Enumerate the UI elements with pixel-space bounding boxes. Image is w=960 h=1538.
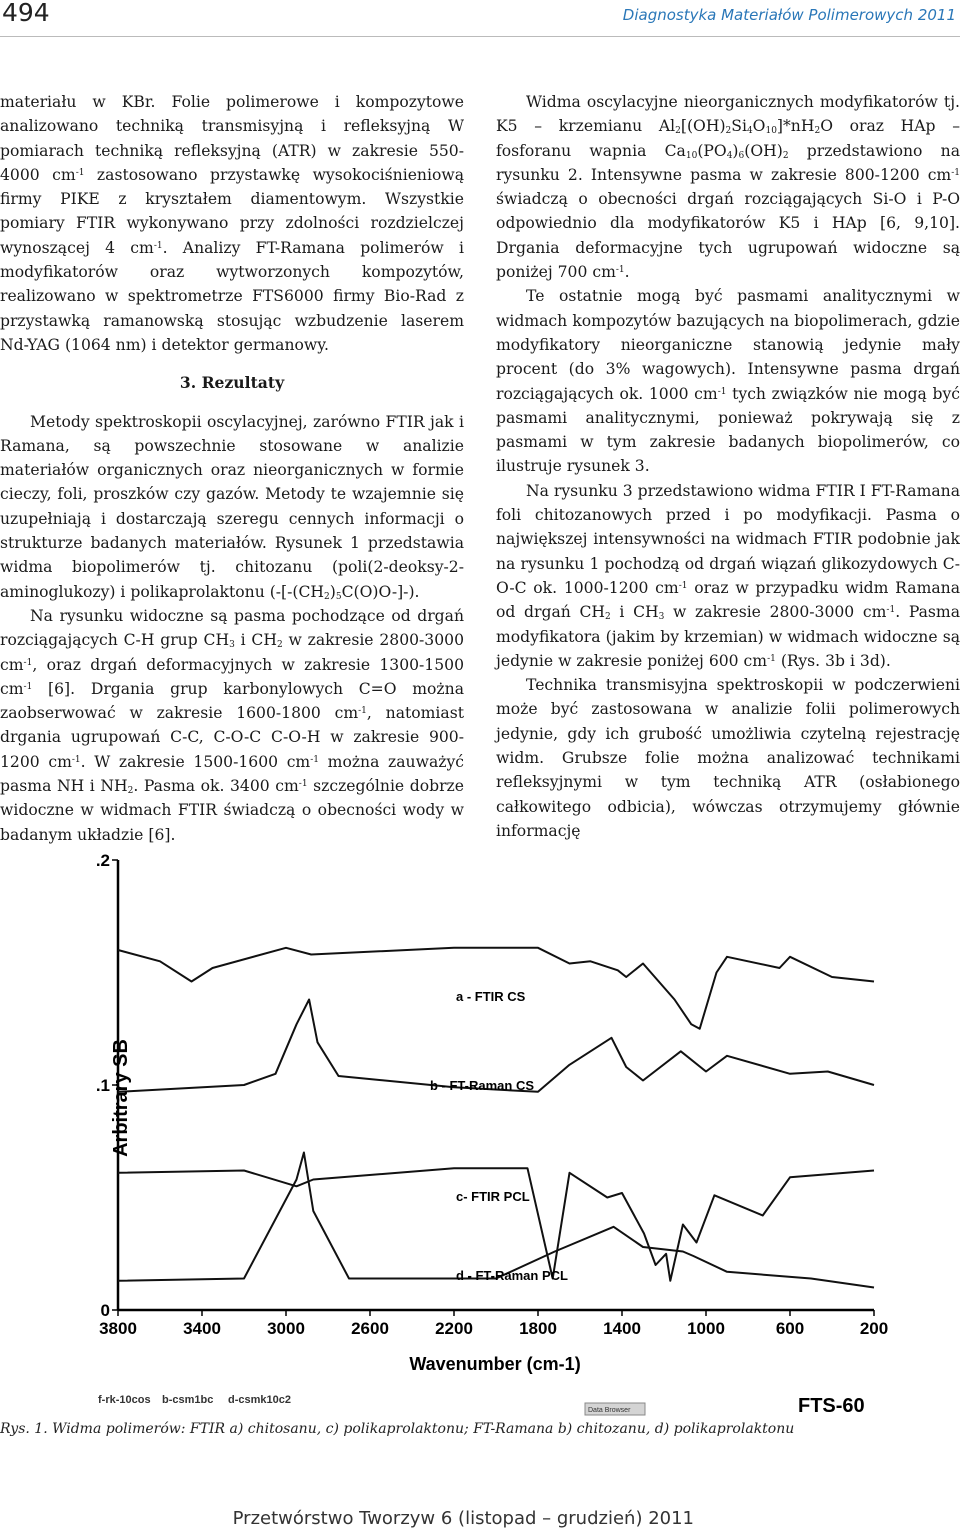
series-label: c- FTIR PCL: [456, 1189, 530, 1204]
file-label: f-rk-10cos: [98, 1394, 151, 1406]
paragraph: Widma oscylacyjne nieorganicznych modyfikatorów tj. K5 – krzemianu $Al_2[(OH)_2Si_4O_{10}]*nH_2O$ oraz HAp – fosforanu wapnia $Ca_{10}(PO_4)_6(OH)_2$ przedstawiono na rysunku 2. Intensywne pasma w zakresie 800-1200 $cm^{-1}$ świadczą o obecności drgań rozciągających Si-O i P-O odpowiednio dla modyfikatorów K5 i HAp [6, 9,10]. Drgania deformacyjne tych ugrupowań widoczne są poniżej 700 $cm^{-1}$.: [496, 93, 960, 282]
x-tick-label: 600: [775, 1319, 805, 1338]
x-tick-label: 1800: [519, 1319, 557, 1338]
x-tick-label: 1400: [603, 1319, 641, 1338]
section-heading: 3. Rezultaty: [179, 373, 285, 393]
journal-footer: Przetwórstwo Tworzyw 6 (listopad – grudzień) 2011: [232, 1508, 694, 1529]
paragraph: Metody spektroskopii oscylacyjnej, zarówno FTIR jak i Ramana, są powszechnie stosowane w analizie materiałów organicznych oraz nieorganicznych w formie cieczy, foli, proszków czy gazów. Metody te wzajemnie się uzupełniają i dostarczają szeregu cennych informacji o strukturze badanych materiałów. Rysunek 1 przedstawia widma biopolimerów tj. chitozanu (poli(2-deoksy-2-aminoglukozy) i polikaprolaktonu $(-[-(CH_2)_5C(O)O-]-)$.: [0, 412, 464, 602]
file-label: d-csmk10c2: [228, 1394, 291, 1406]
journal-title: Diagnostyka Materiałów Polimerowych 2011: [622, 6, 956, 24]
spectra-figure: [0, 830, 960, 1430]
x-tick-label: 3400: [183, 1319, 221, 1338]
spectra-chart: [0, 830, 960, 1430]
instrument-label: FTS-60: [798, 1395, 865, 1417]
paragraph: Te ostatnie mogą być pasmami analitycznymi w widmach kompozytów bazujących na biopolimerach, gdzie modyfikatory nieorganiczne stanowią jedynie mały procent (do 3% wagowych). Intensywne pasma drgań rozciągających ok. 1000 $cm^{-1}$ tych związków nie mogą być pasmami analitycznymi, ponieważ pokrywają się z pasmami w tym zakresie badanych biopolimerów, co ilustruje rysunek 3.: [496, 287, 960, 476]
x-tick-label: 3000: [267, 1319, 305, 1338]
file-label: b-csm1bc: [162, 1394, 214, 1406]
paragraph: Technika transmisyjna spektroskopii w podczerwieni może być zastosowana w analizie folii polimerowych jedynie, gdy ich grubość umożliwia czytelną rejestrację widm. Grubsze folie można analizować technikami refleksyjnymi w tym techniką ATR (osłabionego całkowitego odbicia), wówczas otrzymujemy głównie informację: [496, 676, 960, 840]
series-label: a - FTIR CS: [456, 989, 526, 1004]
y-tick-label: 0: [100, 1301, 110, 1320]
x-tick-label: 2600: [351, 1319, 389, 1338]
x-tick-label: 1000: [687, 1319, 725, 1338]
paragraph: materiału w KBr. Folie polimerowe i kompozytowe analizowano techniką transmisyjną i refleksyjną W pomiarach techniką refleksyjną (ATR) w zakresie 550-4000 $cm^{-1}$ zastosowano przystawkę wysokociśnieniową firmy PIKE z kryształem diamentowym. Wszystkie pomiary FTIR wykonywano przy zdolności rozdzielczej wynoszącej 4 $cm^{-1}$. Analizy FT-Ramana polimerów i modyfikatorów oraz wytworzonych kompozytów, realizowano w spektrometrze FTS6000 firmy Bio-Rad z przystawką ramanowską stosując wzbudzenie laserem Nd-YAG (1064 nm) i detektor germanowy.: [0, 93, 464, 354]
series-line: [118, 1168, 874, 1281]
figure-caption: Rys. 1. Widma polimerów: FTIR a) chitosanu, c) polikaprolaktonu; FT-Ramana b) chitozanu, d) polikaprolaktonu: [0, 1421, 795, 1437]
header-rule: [0, 36, 960, 37]
y-axis-label: Arbitrary SB: [110, 1039, 132, 1157]
x-axis-label: Wavenumber (cm-1): [409, 1354, 581, 1374]
left-column: [0, 90, 464, 847]
x-tick-label: 2200: [435, 1319, 473, 1338]
series-label: b - FT-Raman CS: [430, 1078, 535, 1093]
paragraph: Na rysunku widoczne są pasma pochodzące od drgań rozciągających C-H grup $CH_3$ i $CH_2$ w zakresie 2800-3000 $cm^{-1}$, oraz drgań deformacyjnych w zakresie 1300-1500 $cm^{-1}$ [6]. Drgania grup karbonylowych C=O można zaobserwować w zakresie 1600-1800 $cm^{-1}$, natomiast drgania ugrupowań C-C, C-O-C C-O-H w zakresie 900-1200 $cm^{-1}$. W zakresie 1500-1600 $cm^{-1}$ można zauważyć pasma NH i $NH_2$. Pasma ok. 3400 $cm^{-1}$ szczególnie dobrze widoczne w widmach FTIR świadczą o obecności wody w badanym układzie [6].: [0, 606, 464, 844]
series-label: d - FT-Raman PCL: [456, 1268, 568, 1283]
right-column: [496, 90, 960, 843]
x-tick-label: 200: [859, 1319, 889, 1338]
data-browser-label: Data Browser: [588, 1407, 631, 1414]
paragraph: Na rysunku 3 przedstawiono widma FTIR I FT-Ramana foli chitozanowych przed i po modyfikacji. Pasma o największej intensywności na widmach FTIR podobnie jak na rysunku 1 pochodzą od drgań wiązań glikozydowych C-O-C ok. 1000-1200 $cm^{-1}$ oraz w przypadku widm Ramana od drgań $CH_2$ i $CH_3$ w zakresie 2800-3000 $cm^{-1}$. Pasma modyfikatora (jakim by krzemian) w widmach widoczne są jedynie w zakresie poniżej 600 $cm^{-1}$ (Rys. 3b i 3d).: [496, 481, 960, 670]
page-number: 494: [2, 0, 50, 27]
y-tick-label: .2: [95, 851, 110, 870]
x-tick-label: 3800: [99, 1319, 137, 1338]
y-tick-label: .1: [95, 1076, 110, 1095]
